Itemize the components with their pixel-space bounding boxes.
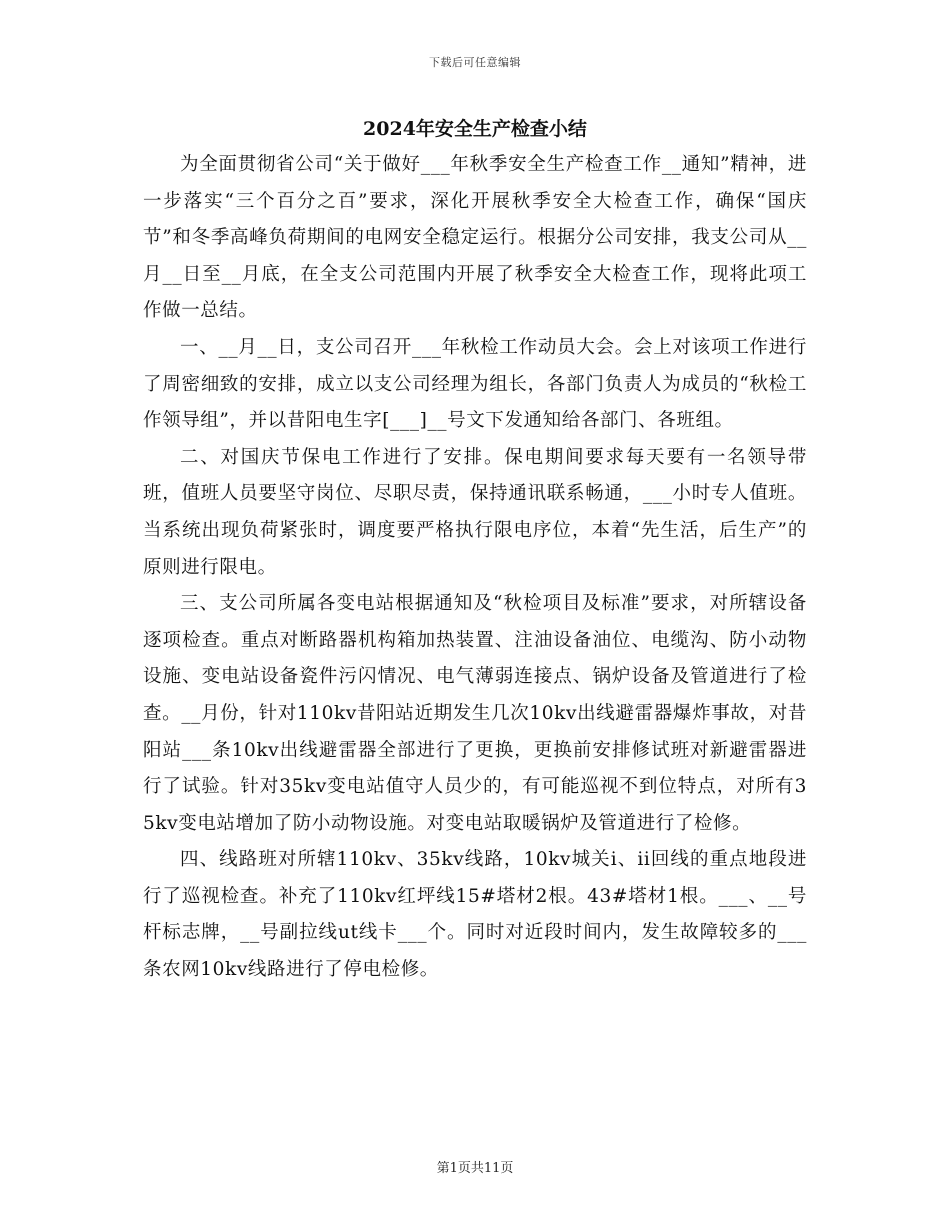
page-number-footer: 第1页共11页 [436, 1161, 514, 1176]
paragraph-section-4: 四、线路班对所辖110kv、35kv线路，10kv城关i、ii回线的重点地段进行了巡视检查。补充了110kv红坪线15#塔材2根。43#塔材1根。___、__号杆标志牌，__号副拉线ut线卡___个。同时对近段时间内，发生故障较多的___条农网10kv线路进行了停电检修。 [143, 849, 807, 981]
paragraph-intro: 为全面贯彻省公司“关于做好___年秋季安全生产检查工作__通知”精神，进一步落实“三个百分之百”要求，深化开展秋季安全大检查工作，确保“国庆节”和冬季高峰负荷期间的电网安全稳定运行。根据分公司安排，我支公司从__月__日至__月底，在全支公司范围内开展了秋季安全大检查工作，现将此项工作做一总结。 [143, 154, 807, 322]
paragraph-section-1: 一、__月__日，支公司召开___年秋检工作动员大会。会上对该项工作进行了周密细致的安排，成立以支公司经理为组长，各部门负责人为成员的“秋检工作领导组”，并以昔阳电生字[___]__号文下发通知给各部门、各班组。 [143, 336, 807, 432]
page-header-note: 下载后可任意编辑 [429, 56, 521, 69]
paragraph-section-2: 二、对国庆节保电工作进行了安排。保电期间要求每天要有一名领导带班，值班人员要坚守岗位、尽职尽责，保持通讯联系畅通，___小时专人值班。当系统出现负荷紧张时，调度要严格执行限电序位，本着“先生活，后生产”的原则进行限电。 [143, 446, 807, 578]
paragraph-section-3: 三、支公司所属各变电站根据通知及“秋检项目及标准”要求，对所辖设备逐项检查。重点对断路器机构箱加热装置、注油设备油位、电缆沟、防小动物设施、变电站设备瓷件污闪情况、电气薄弱连接点、锅炉设备及管道进行了检查。__月份，针对110kv昔阳站近期发生几次10kv出线避雷器爆炸事故，对昔阳站___条10kv出线避雷器全部进行了更换，更换前安排修试班对新避雷器进行了试验。针对35kv变电站值守人员少的，有可能巡视不到位特点，对所有35kv变电站增加了防小动物设施。对变电站取暖锅炉及管道进行了检修。 [143, 593, 807, 834]
document-title: 2024年安全生产检查小结 [363, 118, 587, 140]
document-body [143, 147, 807, 989]
